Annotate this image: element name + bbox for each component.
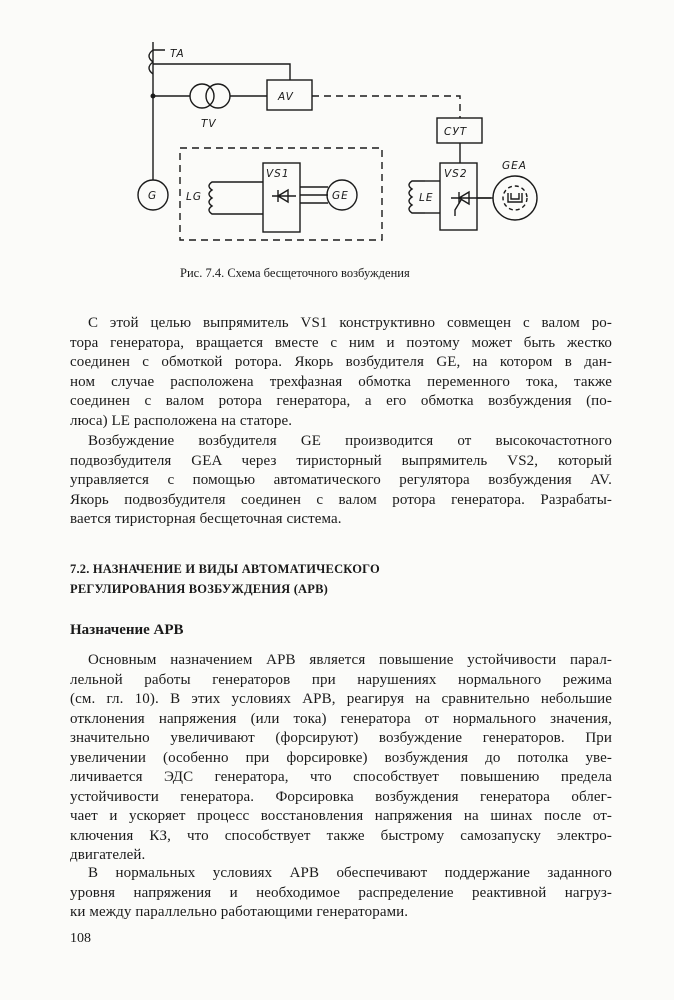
- text-line: подвозбудителя GEA через тиристорный выпрямитель VS2, который: [70, 452, 612, 469]
- ta-label: TA: [170, 48, 185, 60]
- page-number: 108: [70, 931, 91, 946]
- text-line: увеличении (особенно при форсировке) возбуждения до потолка уве-: [70, 749, 612, 766]
- lg-label: LG: [186, 191, 202, 203]
- thyristor-icon: [451, 192, 491, 216]
- vs1-label: VS1: [266, 168, 290, 180]
- diode-icon: [272, 190, 296, 202]
- av-label: AV: [278, 91, 294, 103]
- text-line: люса) LE расположена на статоре.: [70, 412, 293, 429]
- le-label: LE: [419, 192, 434, 204]
- text-line: (см. гл. 10). В этих условиях АРВ, реагируя на сравнительно небольшие: [70, 691, 612, 707]
- text-line: соединен с валом ротора генератора, а его обмотка возбуждения (по-: [70, 393, 612, 409]
- text-line: ном случае расположена трехфазная обмотка переменного тока, также: [70, 373, 612, 390]
- text-line: управляется с помощью автоматического регулятора возбуждения AV.: [70, 472, 612, 488]
- text-line: чает и ускоряет процесс восстановления напряжения на шинах после от-: [70, 808, 612, 824]
- text-line: устойчивости генератора. Форсировка возбуждения генератора облег-: [70, 788, 612, 805]
- cyt-label: СУТ: [444, 126, 468, 138]
- text-line: В нормальных условиях АРВ обеспечивают поддержание заданного: [88, 865, 612, 881]
- excitation-circuit-diagram: [0, 0, 674, 290]
- g-label: G: [148, 190, 158, 202]
- text-line: двигателей.: [70, 847, 146, 863]
- text-line: отклонения напряжения (или тока) генератора от нормального значения,: [70, 710, 612, 727]
- text-line: соединен с обмоткой ротора. Якорь возбудителя GE, на котором в дан-: [70, 354, 612, 370]
- subheading: Назначение АРВ: [70, 622, 184, 638]
- tv-winding-2: [206, 84, 230, 108]
- text-line: ключения КЗ, что способствует также быстрому самозапуску электро-: [70, 827, 612, 844]
- subexciter-gea: [493, 176, 537, 220]
- text-line: личивается ЭДС генератора, что способствует повышению предела: [70, 769, 612, 785]
- figure-caption: Рис. 7.4. Схема бесщеточного возбуждения: [180, 266, 410, 280]
- text-line: лельной работы генераторов при нарушениях нормального режима: [70, 671, 612, 688]
- text-line: тора генератора, вращается вместе с ним и поэтому может быть жестко: [70, 334, 612, 351]
- tv-label: TV: [201, 118, 217, 130]
- text-line: С этой целью выпрямитель VS1 конструктивно совмещен с валом ро-: [88, 315, 612, 331]
- text-line: Якорь подвозбудителя соединен с валом ротора генератора. Разрабаты-: [70, 491, 612, 508]
- gea-label: GEA: [502, 160, 527, 172]
- text-line: ки между параллельно работающими генераторами.: [70, 904, 409, 920]
- vs2-label: VS2: [444, 168, 468, 180]
- text-line: уровня напряжения и необходимое распределение реактивной нагруз-: [70, 884, 612, 901]
- ta-current-transformer: [149, 50, 165, 74]
- section-heading-line-2: РЕГУЛИРОВАНИЯ ВОЗБУЖДЕНИЯ (АРВ): [70, 582, 329, 596]
- text-line: значительно увеличивают (форсируют) возбуждение генераторов. При: [70, 730, 612, 746]
- lg-coil: [209, 182, 228, 214]
- text-line: Основным назначением АРВ является повышение устойчивости парал-: [88, 652, 612, 668]
- ge-label: GE: [332, 190, 349, 202]
- section-heading-line-1: 7.2. НАЗНАЧЕНИЕ И ВИДЫ АВТОМАТИЧЕСКОГО: [70, 562, 380, 576]
- text-line: Возбуждение возбудителя GE производится от высокочастотного: [88, 433, 612, 449]
- text-line: вается тиристорная бесщеточная система.: [70, 511, 342, 527]
